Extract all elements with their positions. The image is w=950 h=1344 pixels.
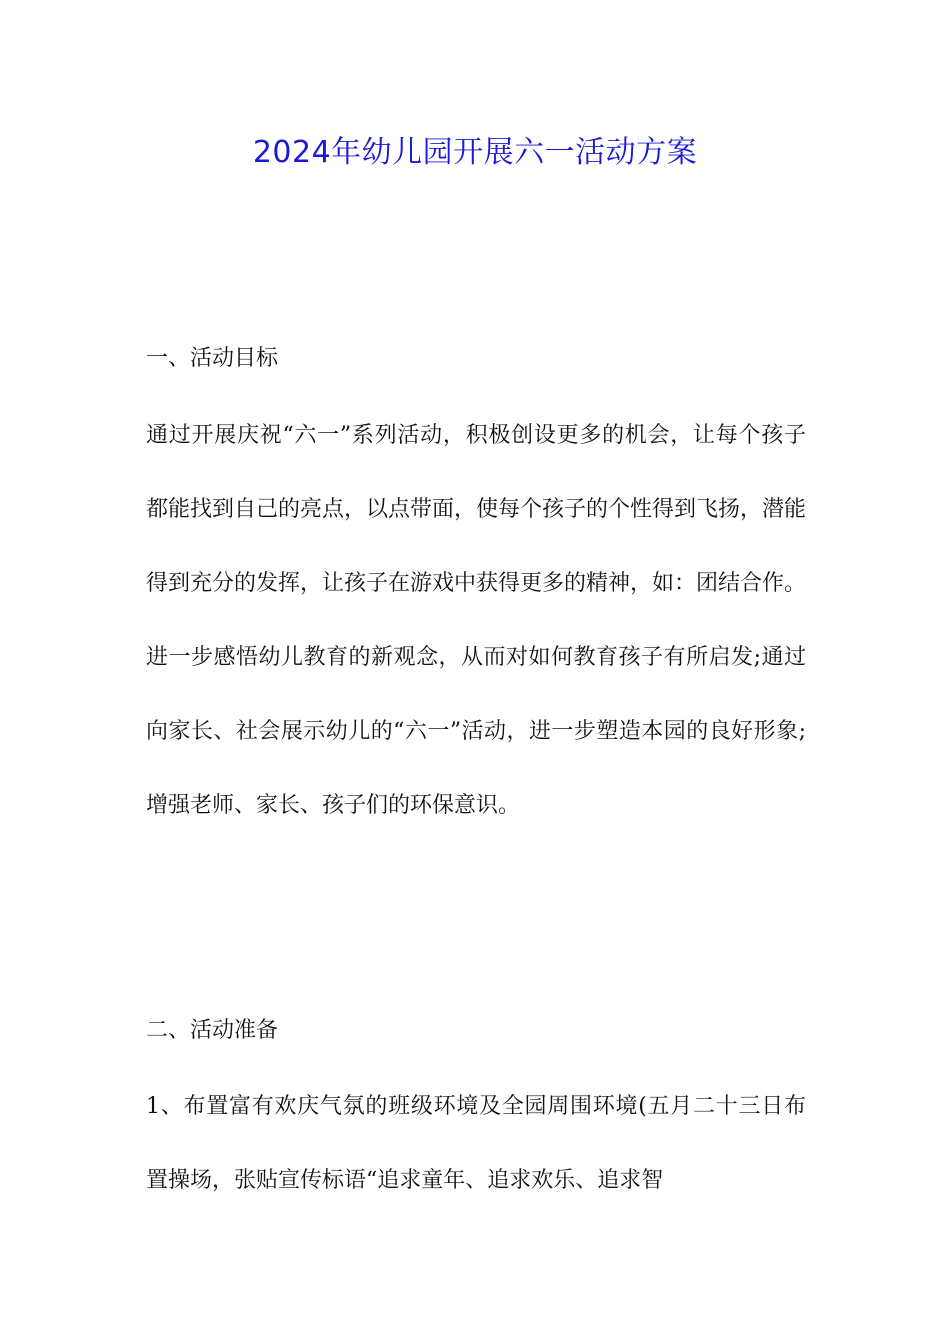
section-heading-goals: 一、活动目标 bbox=[146, 346, 279, 371]
section-paragraph-preparation: 1、布置富有欢庆气氛的班级环境及全园周围环境(五月二十三日布置操场，张贴宣传标语“追求童年、追求欢乐、追求智 bbox=[146, 1094, 806, 1193]
section-heading-preparation: 二、活动准备 bbox=[146, 1018, 279, 1043]
document-title: 2024年幼儿园开展六一活动方案 bbox=[252, 135, 698, 170]
section-paragraph-goals: 通过开展庆祝“六一”系列活动，积极创设更多的机会，让每个孩子都能找到自己的亮点，以点带面，使每个孩子的个性得到飞扬，潜能得到充分的发挥，让孩子在游戏中获得更多的精神，如：团结合作。进一步感悟幼儿教育的新观念，从而对如何教育孩子有所启发;通过向家长、社会展示幼儿的“六一”活动，进一步塑造本园的良好形象;增强老师、家长、孩子们的环保意识。 bbox=[146, 423, 807, 818]
